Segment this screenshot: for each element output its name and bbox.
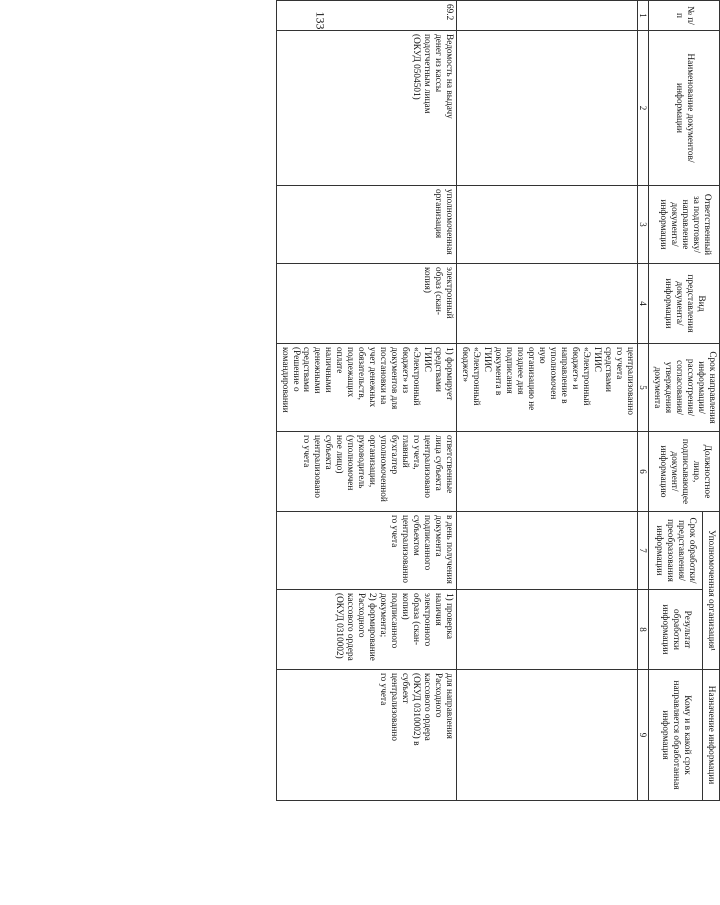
- table-row-69-2: [276, 1, 457, 801]
- cell-text-line: документа;: [378, 593, 389, 638]
- cell-text-line: подписания: [503, 347, 514, 394]
- cell-text-line: Расходного: [433, 673, 444, 718]
- cell-text-line: (ОКУД 0504501): [411, 34, 422, 100]
- cell-text-line: позднее дня: [514, 347, 525, 395]
- cell-text-line: го учета: [378, 673, 389, 706]
- cell-text-line: субъекта: [323, 435, 334, 470]
- index-cell: 8: [637, 590, 649, 670]
- cell-text-line: обязательств,: [356, 347, 367, 400]
- cell-text-line: организации,: [367, 435, 378, 488]
- deadline-cell: [276, 344, 457, 432]
- cell-text-line: лица субъекта: [433, 435, 444, 491]
- cell-text-line: бюджет»: [460, 347, 471, 383]
- cell-text-line: образа (скан-: [411, 593, 422, 646]
- cell-text-line: ное лицо): [334, 435, 345, 474]
- cell-text-line: го учета: [301, 435, 312, 468]
- cell-text-line: учет денежных: [367, 347, 378, 408]
- recipient-cell: [276, 670, 457, 801]
- cell-text-line: кассового ордера: [422, 673, 433, 741]
- cell-text-line: для направления: [444, 673, 455, 739]
- cell-text-line: подлежащих: [345, 347, 356, 398]
- cell-text-line: централизовано: [422, 435, 433, 499]
- cell-text-line: подотчетным лицам: [422, 34, 433, 114]
- cell-text-line: (ОКУД 0310002) в: [411, 673, 422, 746]
- header-group-purpose: Назначение информации: [702, 670, 719, 801]
- cell-text-line: ГИИС: [422, 347, 433, 373]
- header-responsible: Ответственный за подготовку/ направление документа/ информации: [649, 186, 720, 264]
- cell-text-line: ответственные: [444, 435, 455, 494]
- cell-text-line: субъектом: [411, 515, 422, 556]
- cell-text-line: централизованно: [624, 347, 635, 415]
- cell-text-line: копии): [400, 593, 411, 620]
- cell-text-line: субъект: [400, 673, 411, 704]
- cell-text-line: уполномоченная: [444, 189, 455, 255]
- cell-text-line: (уполномочен: [345, 435, 356, 491]
- cell-text-line: подписанного: [422, 515, 433, 571]
- page-number: 133: [313, 11, 328, 29]
- header-doc-name: Наименование документов/ информации: [649, 31, 720, 186]
- cell-text-line: постановки на: [378, 347, 389, 405]
- cell-text-line: организация: [433, 189, 444, 239]
- header-recipient: Кому и в какой срок направляется обработанная информация: [649, 670, 702, 801]
- cell-text-line: средствами: [301, 347, 312, 392]
- signer-cell: [276, 432, 457, 512]
- cell-text-line: 1) проверка: [444, 593, 455, 639]
- processing-result-cell: [276, 590, 457, 670]
- cell-text-line: ГИИС: [481, 347, 492, 373]
- cell-text-line: бюджет» из: [400, 347, 411, 394]
- cell-text-line: образ (скан-: [433, 267, 444, 315]
- header-signer: Должностное лицо, подписывающее документ/ информацию: [649, 432, 720, 512]
- cell-text-line: подписанного: [389, 593, 400, 649]
- cell-text-line: средствами: [433, 347, 444, 392]
- cell-text-line: «Электронный: [411, 347, 422, 406]
- cell-text-line: ГИИС: [591, 347, 602, 373]
- cell-text-line: наличия: [433, 593, 444, 626]
- cell-text-line: «Электронный: [580, 347, 591, 406]
- cell-text-line: средствами: [602, 347, 613, 392]
- cell-text-line: (ОКУД 0310002): [334, 593, 345, 659]
- header-processing-term: Срок обработки/ представления/ преобразования информации: [649, 512, 702, 590]
- cell-text-line: направление в: [558, 347, 569, 404]
- cell-text-line: бухгалтер: [389, 435, 400, 475]
- cell-text-line: Расходного: [356, 593, 367, 638]
- cell-text-line: главный: [400, 435, 411, 468]
- cell-text-line: наличными: [323, 347, 334, 393]
- header-deadline: Срок направления информации/ рассмотрения/ согласования/ утверждения документа: [649, 344, 720, 432]
- cell-text-line: организацию не: [525, 347, 536, 411]
- cell-text-line: электронный: [444, 267, 455, 319]
- header-num: № п/п: [649, 1, 720, 31]
- responsible-cell: [276, 186, 457, 264]
- header-processing-result: Результат обработки информации: [649, 590, 702, 670]
- cell-text-line: уполномочен: [547, 347, 558, 400]
- column-index-row: [637, 1, 649, 801]
- cell-text-line: го учета,: [411, 435, 422, 470]
- cell-text-line: уполномоченной: [378, 435, 389, 502]
- cell-text-line: 1) формирует: [444, 347, 455, 401]
- cell-text-line: Ведомость на выдачу: [444, 34, 455, 119]
- cell-text-line: кассового ордера: [345, 593, 356, 661]
- cell-text-line: документов для: [389, 347, 400, 410]
- cell-text-line: в день получения: [444, 515, 455, 584]
- cell-text-line: руководитель: [356, 435, 367, 489]
- cell-text-line: «Электронный: [471, 347, 482, 406]
- header-representation: Вид представления документа/ информации: [649, 264, 720, 344]
- index-cell: 4: [637, 264, 649, 344]
- processing-term-cell: [276, 512, 457, 590]
- row-number: 69.2: [276, 1, 457, 31]
- index-cell: 7: [637, 512, 649, 590]
- cell-text-line: документа: [433, 515, 444, 557]
- index-cell: 1: [637, 1, 649, 31]
- representation-cell: [276, 264, 457, 344]
- cell-text-line: денег из кассы: [433, 34, 444, 93]
- cell-text-line: командировании: [279, 347, 290, 413]
- doc-name-cell: [276, 31, 457, 186]
- index-cell: 2: [637, 31, 649, 186]
- document-table: [276, 0, 720, 801]
- cell-text-line: централизованно: [389, 673, 400, 741]
- index-cell: 9: [637, 670, 649, 801]
- cell-text-line: централизованно: [400, 515, 411, 583]
- cell-text-line: документа в: [492, 347, 503, 396]
- table-row-continued: [457, 1, 638, 801]
- cell-text-line: 2) формирование: [367, 593, 378, 661]
- cell-text-line: (Решение о: [290, 347, 301, 392]
- index-cell: 3: [637, 186, 649, 264]
- header-group-authorized-org: Уполномоченная организация¹: [702, 512, 719, 670]
- cell-text-line: го учета: [389, 515, 400, 548]
- index-cell: 5: [637, 344, 649, 432]
- cell-text-line: копия): [422, 267, 433, 294]
- continued-deadline-cell: [457, 344, 638, 432]
- index-cell: 6: [637, 432, 649, 512]
- cell-text-line: денежными: [312, 347, 323, 394]
- cell-text-line: ную: [536, 347, 547, 364]
- cell-text-line: оплате: [334, 347, 345, 374]
- cell-text-line: централизовано: [312, 435, 323, 499]
- cell-text-line: электронного: [422, 593, 433, 647]
- cell-text-line: го учета: [613, 347, 624, 380]
- cell-text-line: бюджет» и: [569, 347, 580, 390]
